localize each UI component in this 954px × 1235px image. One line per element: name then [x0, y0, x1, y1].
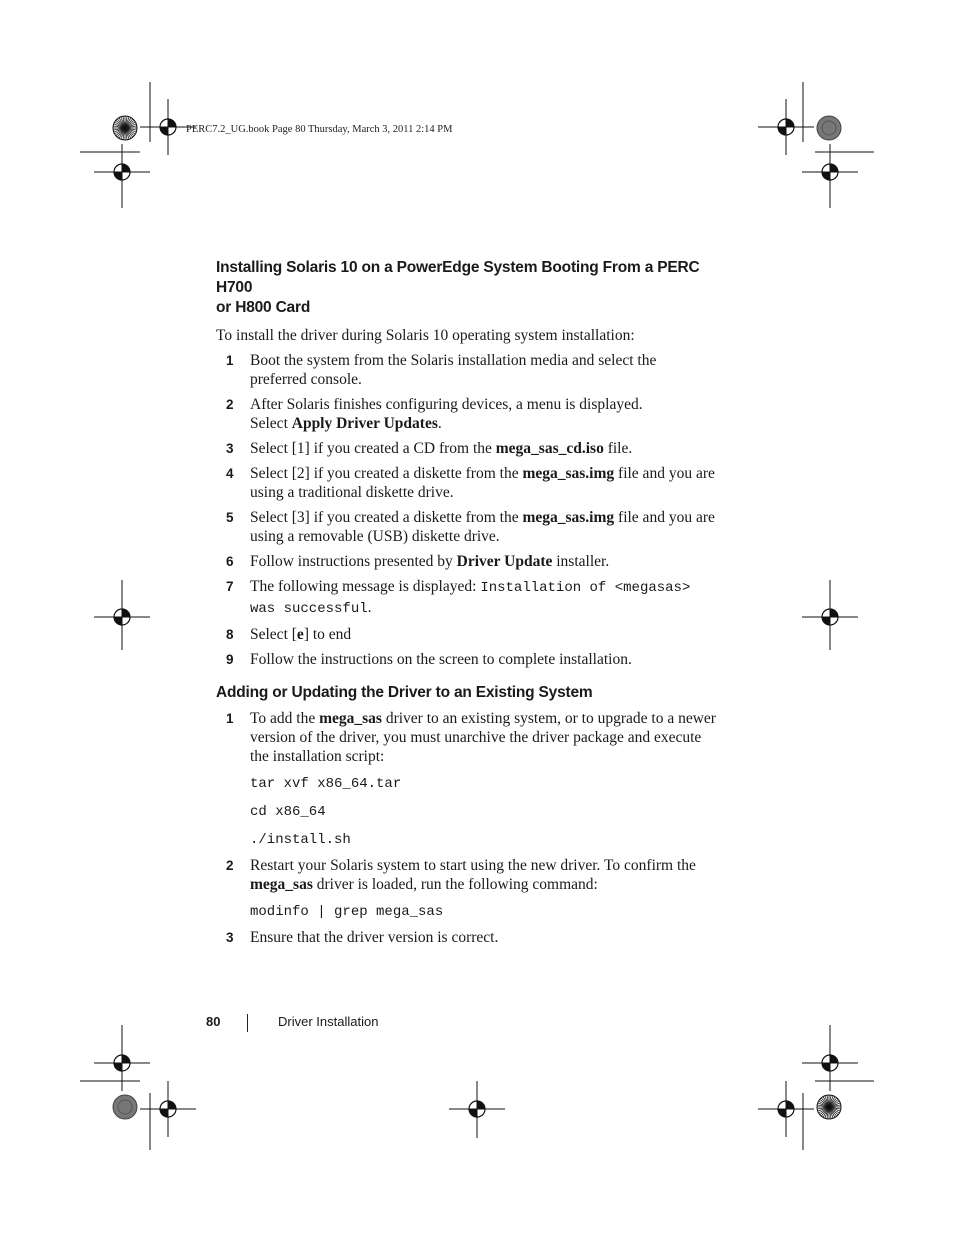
page-number: 80: [206, 1014, 221, 1029]
command-cd: cd x86_64: [250, 804, 326, 820]
list-item: 3 Select [1] if you created a CD from the mega_sas_cd.iso file.: [226, 440, 633, 457]
list-item: 1 Boot the system from the Solaris installation media and select the preferred console.: [226, 352, 657, 388]
list-item: 3 Ensure that the driver version is correct.: [226, 929, 499, 946]
command-tar: tar xvf x86_64.tar: [250, 776, 402, 792]
install-steps-list: [216, 351, 716, 669]
footer-section-title: Driver Installation: [278, 1014, 379, 1029]
list-item: 9 Follow the instructions on the screen to complete installation.: [226, 651, 632, 668]
section-title-installing-solaris: Installing Solaris 10 on a PowerEdge System Booting From a PERC H700 or H800 Card: [216, 259, 700, 316]
update-steps-list: [216, 709, 716, 947]
gray-target-icon: [113, 1095, 137, 1119]
gray-target-icon: [817, 116, 841, 140]
list-item: 1 To add the mega_sas driver to an existing system, or to upgrade to a newer version of the driver, you must unarchive the driver package and execute the installation script: tar xvf x86_64.tar cd x86_64 ./install.sh: [226, 710, 716, 848]
list-item: 4 Select [2] if you created a diskette from the mega_sas.img file and you are using a traditional diskette drive.: [226, 465, 715, 501]
list-item: 6 Follow instructions presented by Driver Update installer.: [226, 553, 610, 570]
list-item: 5 Select [3] if you created a diskette from the mega_sas.img file and you are using a removable (USB) diskette drive.: [226, 509, 715, 545]
print-header: PERC7.2_UG.book Page 80 Thursday, March 3, 2011 2:14 PM: [186, 124, 453, 135]
command-install: ./install.sh: [250, 832, 351, 848]
list-item: 2 After Solaris finishes configuring devices, a menu is displayed. Select Apply Driver Updates.: [226, 396, 643, 432]
section-title-adding-updating-driver: Adding or Updating the Driver to an Existing System: [216, 684, 593, 701]
command-modinfo: modinfo | grep mega_sas: [250, 904, 444, 920]
list-item: 7 The following message is displayed: Installation of <megasas> was successful.: [226, 578, 691, 617]
list-item: 2 Restart your Solaris system to start using the new driver. To confirm the mega_sas driver is loaded, run the following command: modinfo | grep mega_sas: [216, 856, 716, 922]
footer-divider: [247, 1014, 248, 1032]
main-content: [216, 258, 716, 947]
list-item: 8 Select [e] to end: [226, 626, 352, 643]
intro-text: To install the driver during Solaris 10 operating system installation:: [216, 327, 635, 344]
